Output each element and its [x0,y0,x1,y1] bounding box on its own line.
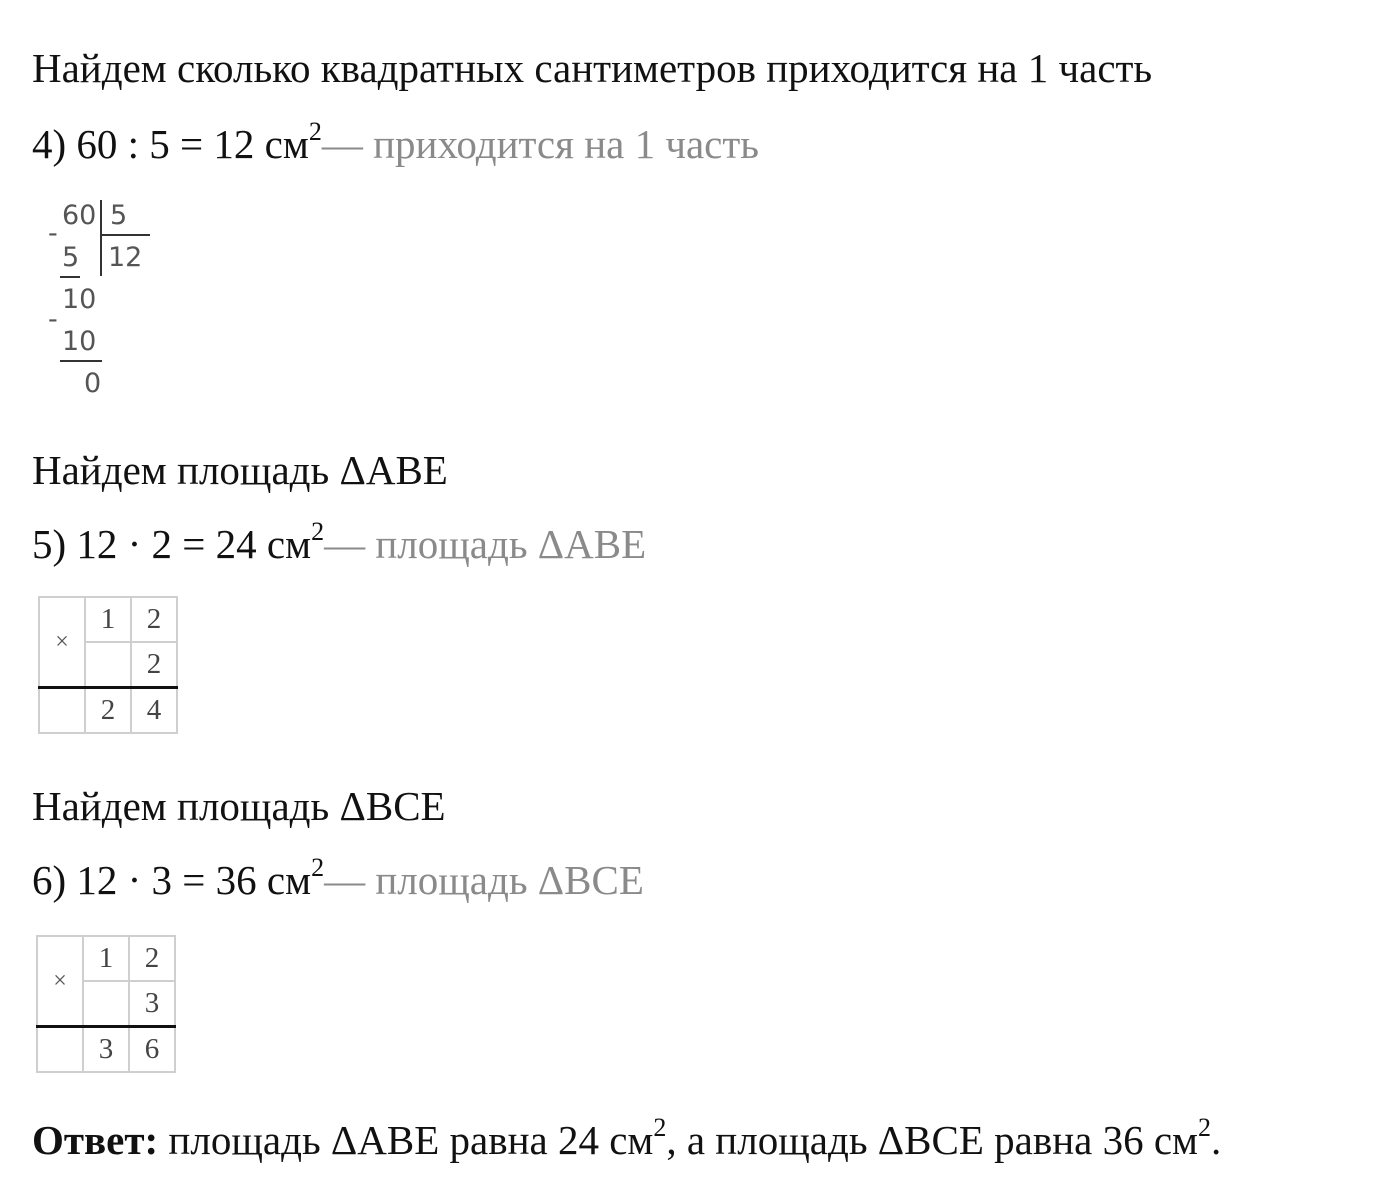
minus-sign-2: - [48,304,58,335]
step-5-sup: 2 [311,517,325,546]
step-4-sup: 2 [308,117,322,146]
heading-1: Найдем сколько квадратных сантиметров приходится на 1 часть [32,45,1153,91]
step-6-note: — площадь ΔBCE [324,857,644,903]
division-line-2 [60,360,102,362]
result-digit: 6 [129,1027,175,1073]
remainder-1: 10 [62,284,97,315]
answer-text-1: площадь ΔABE равна 24 см [158,1117,654,1163]
factor-b-digit: 2 [131,642,177,688]
heading-3: Найдем площадь ΔBCE [32,783,446,829]
step-6-sup: 2 [311,853,325,882]
step-5-expr: 5) 12 · 2 = 24 см [32,521,312,567]
step-6 [32,853,644,903]
step-5 [32,517,647,567]
quotient: 12 [108,242,143,273]
division-bracket-line [102,234,150,236]
answer-text-2: , а площадь ΔBCE равна 36 см [666,1117,1198,1163]
factor-a-digit: 2 [129,936,175,981]
factor-a-digit: 1 [85,597,131,642]
empty-cell [39,688,85,734]
result-digit: 2 [85,688,131,734]
step-4-expr: 4) 60 : 5 = 12 см [32,121,309,167]
multiplication-grid-2 [36,935,176,1073]
heading-2: Найдем площадь ΔABE [32,447,448,493]
subtrahend-1: 5 [62,242,80,273]
remainder-2: 0 [84,368,102,399]
division-vertical-line [100,200,102,276]
empty-cell [83,981,129,1027]
division-line-1 [60,276,80,278]
result-digit: 3 [83,1027,129,1073]
empty-cell [85,642,131,688]
long-division [40,196,180,406]
answer-label: Ответ: [32,1117,159,1163]
factor-b-digit: 3 [129,981,175,1027]
divisor: 5 [110,200,128,231]
step-5-note: — площадь ΔABE [324,521,647,567]
result-digit: 4 [131,688,177,734]
factor-a-digit: 1 [83,936,129,981]
answer-sup-1: 2 [653,1113,667,1142]
answer [32,1113,1222,1163]
times-sign: × [39,597,85,688]
answer-end: . [1210,1117,1222,1163]
minus-sign-1: - [48,218,58,249]
empty-cell [37,1027,83,1073]
step-6-expr: 6) 12 · 3 = 36 см [32,857,312,903]
step-4 [32,117,759,167]
subtrahend-2: 10 [62,326,97,357]
answer-sup-2: 2 [1197,1113,1211,1142]
factor-a-digit: 2 [131,597,177,642]
multiplication-grid-1 [38,596,178,734]
dividend: 60 [62,200,97,231]
step-4-note: — приходится на 1 часть [321,121,759,167]
times-sign: × [37,936,83,1027]
